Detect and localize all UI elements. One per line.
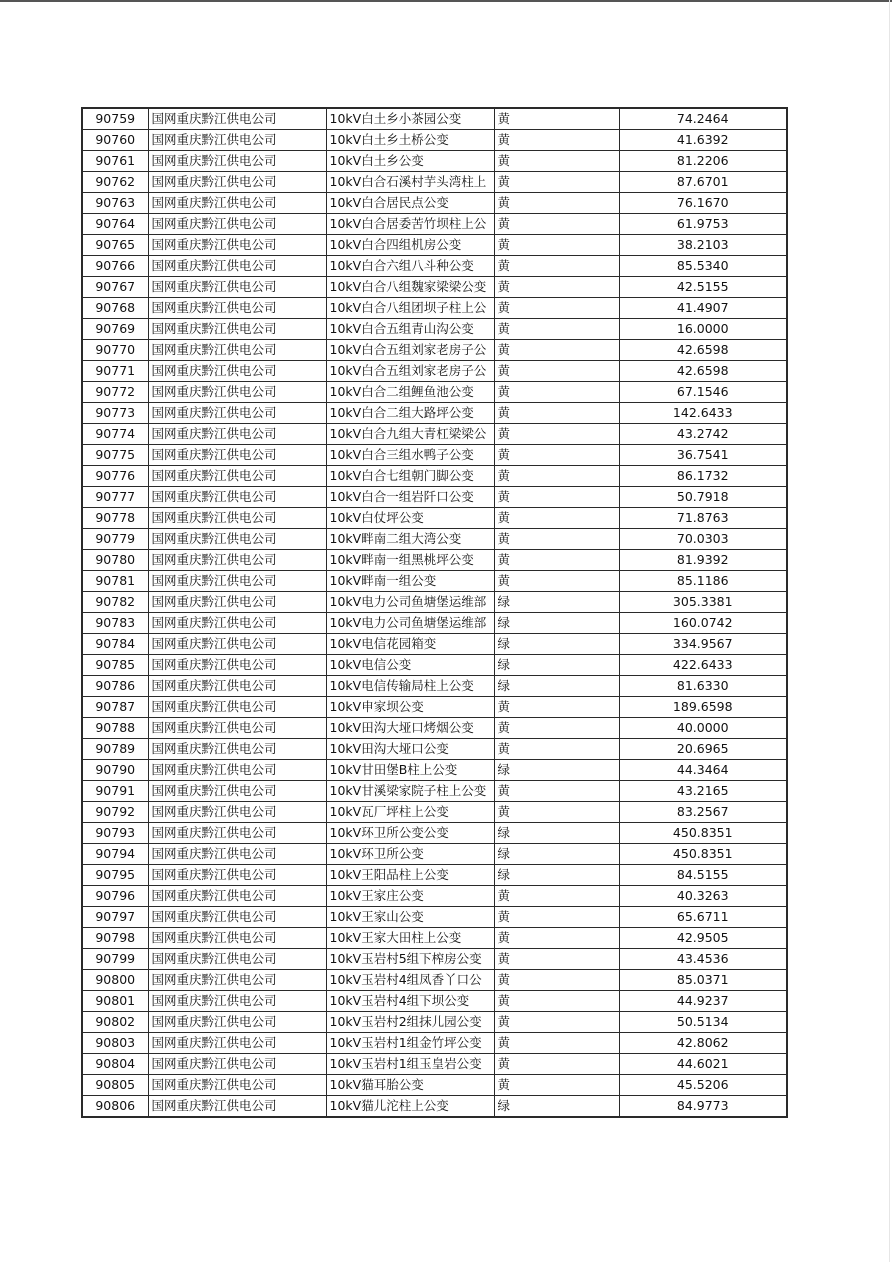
row-id-cell: 90768	[82, 298, 148, 319]
row-id-cell: 90777	[82, 487, 148, 508]
table-row	[82, 151, 787, 172]
company-cell: 国网重庆黔江供电公司	[148, 403, 326, 424]
table-row	[82, 214, 787, 235]
transformer-name-cell: 10kV畔南一组公变	[326, 571, 494, 592]
transformer-name-cell: 10kV白土乡小茶园公变	[326, 108, 494, 130]
company-cell: 国网重庆黔江供电公司	[148, 1033, 326, 1054]
level-cell: 绿	[494, 655, 619, 676]
company-cell: 国网重庆黔江供电公司	[148, 844, 326, 865]
row-id-cell: 90770	[82, 340, 148, 361]
row-id-cell: 90781	[82, 571, 148, 592]
value-cell: 42.5155	[619, 277, 787, 298]
row-id-cell: 90782	[82, 592, 148, 613]
table-row	[82, 1096, 787, 1118]
company-cell: 国网重庆黔江供电公司	[148, 256, 326, 277]
value-cell: 85.0371	[619, 970, 787, 991]
table-row	[82, 1075, 787, 1096]
company-cell: 国网重庆黔江供电公司	[148, 130, 326, 151]
company-cell: 国网重庆黔江供电公司	[148, 193, 326, 214]
company-cell: 国网重庆黔江供电公司	[148, 487, 326, 508]
company-cell: 国网重庆黔江供电公司	[148, 235, 326, 256]
level-cell: 黄	[494, 130, 619, 151]
level-cell: 绿	[494, 613, 619, 634]
transformer-name-cell: 10kV白合八组团坝子柱上公	[326, 298, 494, 319]
table-body	[82, 108, 787, 1117]
company-cell: 国网重庆黔江供电公司	[148, 424, 326, 445]
transformer-name-cell: 10kV环卫所公变	[326, 844, 494, 865]
transformer-name-cell: 10kV白合居委苦竹坝柱上公	[326, 214, 494, 235]
table-row	[82, 928, 787, 949]
value-cell: 43.2742	[619, 424, 787, 445]
transformer-name-cell: 10kV申家坝公变	[326, 697, 494, 718]
transformer-name-cell: 10kV王阳品柱上公变	[326, 865, 494, 886]
level-cell: 黄	[494, 151, 619, 172]
table-row	[82, 319, 787, 340]
transformer-name-cell: 10kV甘溪梁家院子柱上公变	[326, 781, 494, 802]
level-cell: 黄	[494, 907, 619, 928]
table-row	[82, 802, 787, 823]
value-cell: 84.5155	[619, 865, 787, 886]
level-cell: 黄	[494, 928, 619, 949]
transformer-name-cell: 10kV白合九组大青杠梁梁公	[326, 424, 494, 445]
row-id-cell: 90786	[82, 676, 148, 697]
transformer-name-cell: 10kV白土乡土桥公变	[326, 130, 494, 151]
value-cell: 189.6598	[619, 697, 787, 718]
table-row	[82, 508, 787, 529]
table-row	[82, 193, 787, 214]
company-cell: 国网重庆黔江供电公司	[148, 550, 326, 571]
row-id-cell: 90779	[82, 529, 148, 550]
value-cell: 76.1670	[619, 193, 787, 214]
table-row	[82, 571, 787, 592]
value-cell: 38.2103	[619, 235, 787, 256]
value-cell: 450.8351	[619, 844, 787, 865]
table-row	[82, 781, 787, 802]
transformer-name-cell: 10kV玉岩村4组下坝公变	[326, 991, 494, 1012]
row-id-cell: 90795	[82, 865, 148, 886]
company-cell: 国网重庆黔江供电公司	[148, 151, 326, 172]
row-id-cell: 90805	[82, 1075, 148, 1096]
row-id-cell: 90799	[82, 949, 148, 970]
transformer-name-cell: 10kV白合七组朝门脚公变	[326, 466, 494, 487]
level-cell: 黄	[494, 298, 619, 319]
row-id-cell: 90796	[82, 886, 148, 907]
value-cell: 142.6433	[619, 403, 787, 424]
transformer-name-cell: 10kV电信传输局柱上公变	[326, 676, 494, 697]
level-cell: 黄	[494, 172, 619, 193]
row-id-cell: 90769	[82, 319, 148, 340]
row-id-cell: 90783	[82, 613, 148, 634]
transformer-name-cell: 10kV猫耳胎公变	[326, 1075, 494, 1096]
table-row	[82, 886, 787, 907]
row-id-cell: 90784	[82, 634, 148, 655]
company-cell: 国网重庆黔江供电公司	[148, 298, 326, 319]
level-cell: 绿	[494, 865, 619, 886]
table-row	[82, 108, 787, 130]
company-cell: 国网重庆黔江供电公司	[148, 823, 326, 844]
level-cell: 黄	[494, 886, 619, 907]
company-cell: 国网重庆黔江供电公司	[148, 466, 326, 487]
value-cell: 86.1732	[619, 466, 787, 487]
level-cell: 黄	[494, 424, 619, 445]
company-cell: 国网重庆黔江供电公司	[148, 361, 326, 382]
value-cell: 43.4536	[619, 949, 787, 970]
value-cell: 42.9505	[619, 928, 787, 949]
transformer-name-cell: 10kV白合三组水鸭子公变	[326, 445, 494, 466]
level-cell: 绿	[494, 592, 619, 613]
row-id-cell: 90772	[82, 382, 148, 403]
company-cell: 国网重庆黔江供电公司	[148, 970, 326, 991]
transformer-name-cell: 10kV猫儿沱柱上公变	[326, 1096, 494, 1118]
transformer-name-cell: 10kV白合五组刘家老房子公	[326, 340, 494, 361]
level-cell: 黄	[494, 1054, 619, 1075]
company-cell: 国网重庆黔江供电公司	[148, 739, 326, 760]
transformer-name-cell: 10kV白合居民点公变	[326, 193, 494, 214]
level-cell: 黄	[494, 697, 619, 718]
level-cell: 黄	[494, 445, 619, 466]
level-cell: 黄	[494, 256, 619, 277]
row-id-cell: 90803	[82, 1033, 148, 1054]
transformer-name-cell: 10kV玉岩村1组金竹坪公变	[326, 1033, 494, 1054]
value-cell: 45.5206	[619, 1075, 787, 1096]
company-cell: 国网重庆黔江供电公司	[148, 1054, 326, 1075]
level-cell: 绿	[494, 844, 619, 865]
transformer-name-cell: 10kV电信公变	[326, 655, 494, 676]
table-row	[82, 592, 787, 613]
value-cell: 44.9237	[619, 991, 787, 1012]
transformer-name-cell: 10kV田沟大垭口烤烟公变	[326, 718, 494, 739]
table-row	[82, 718, 787, 739]
table-row	[82, 529, 787, 550]
level-cell: 绿	[494, 1096, 619, 1118]
transformer-name-cell: 10kV白合五组刘家老房子公	[326, 361, 494, 382]
level-cell: 黄	[494, 193, 619, 214]
company-cell: 国网重庆黔江供电公司	[148, 697, 326, 718]
value-cell: 42.8062	[619, 1033, 787, 1054]
row-id-cell: 90776	[82, 466, 148, 487]
company-cell: 国网重庆黔江供电公司	[148, 571, 326, 592]
transformer-name-cell: 10kV白土乡公变	[326, 151, 494, 172]
row-id-cell: 90801	[82, 991, 148, 1012]
level-cell: 黄	[494, 340, 619, 361]
table-row	[82, 676, 787, 697]
table-row	[82, 256, 787, 277]
value-cell: 42.6598	[619, 361, 787, 382]
transformer-name-cell: 10kV白合一组岩阡口公变	[326, 487, 494, 508]
company-cell: 国网重庆黔江供电公司	[148, 865, 326, 886]
value-cell: 81.2206	[619, 151, 787, 172]
level-cell: 黄	[494, 529, 619, 550]
transformer-name-cell: 10kV白合四组机房公变	[326, 235, 494, 256]
row-id-cell: 90788	[82, 718, 148, 739]
row-id-cell: 90787	[82, 697, 148, 718]
company-cell: 国网重庆黔江供电公司	[148, 1075, 326, 1096]
transformer-name-cell: 10kV畔南二组大湾公变	[326, 529, 494, 550]
table-row	[82, 634, 787, 655]
level-cell: 黄	[494, 382, 619, 403]
level-cell: 黄	[494, 361, 619, 382]
table-row	[82, 382, 787, 403]
transformer-name-cell: 10kV白合八组魏家梁梁公变	[326, 277, 494, 298]
level-cell: 黄	[494, 991, 619, 1012]
value-cell: 41.4907	[619, 298, 787, 319]
company-cell: 国网重庆黔江供电公司	[148, 718, 326, 739]
company-cell: 国网重庆黔江供电公司	[148, 277, 326, 298]
row-id-cell: 90792	[82, 802, 148, 823]
transformer-name-cell: 10kV电力公司鱼塘堡运维部	[326, 613, 494, 634]
row-id-cell: 90806	[82, 1096, 148, 1118]
transformer-name-cell: 10kV白合二组鲤鱼池公变	[326, 382, 494, 403]
table-row	[82, 739, 787, 760]
level-cell: 黄	[494, 1012, 619, 1033]
level-cell: 黄	[494, 550, 619, 571]
row-id-cell: 90767	[82, 277, 148, 298]
transformer-name-cell: 10kV电力公司鱼塘堡运维部	[326, 592, 494, 613]
value-cell: 450.8351	[619, 823, 787, 844]
row-id-cell: 90780	[82, 550, 148, 571]
value-cell: 74.2464	[619, 108, 787, 130]
value-cell: 83.2567	[619, 802, 787, 823]
value-cell: 67.1546	[619, 382, 787, 403]
table-row	[82, 298, 787, 319]
value-cell: 87.6701	[619, 172, 787, 193]
row-id-cell: 90790	[82, 760, 148, 781]
row-id-cell: 90791	[82, 781, 148, 802]
table-row	[82, 697, 787, 718]
company-cell: 国网重庆黔江供电公司	[148, 1012, 326, 1033]
table-row	[82, 445, 787, 466]
company-cell: 国网重庆黔江供电公司	[148, 319, 326, 340]
table-row	[82, 277, 787, 298]
company-cell: 国网重庆黔江供电公司	[148, 634, 326, 655]
transformer-name-cell: 10kV白合六组八斗种公变	[326, 256, 494, 277]
value-cell: 65.6711	[619, 907, 787, 928]
table-row	[82, 403, 787, 424]
page-top-border	[0, 0, 892, 2]
row-id-cell: 90775	[82, 445, 148, 466]
row-id-cell: 90800	[82, 970, 148, 991]
row-id-cell: 90760	[82, 130, 148, 151]
value-cell: 61.9753	[619, 214, 787, 235]
table-row	[82, 235, 787, 256]
value-cell: 305.3381	[619, 592, 787, 613]
value-cell: 16.0000	[619, 319, 787, 340]
value-cell: 42.6598	[619, 340, 787, 361]
company-cell: 国网重庆黔江供电公司	[148, 760, 326, 781]
transformer-name-cell: 10kV白合二组大路坪公变	[326, 403, 494, 424]
value-cell: 334.9567	[619, 634, 787, 655]
table-row	[82, 550, 787, 571]
company-cell: 国网重庆黔江供电公司	[148, 928, 326, 949]
table-row	[82, 907, 787, 928]
transformer-name-cell: 10kV白合石溪村芋头湾柱上	[326, 172, 494, 193]
value-cell: 81.9392	[619, 550, 787, 571]
row-id-cell: 90773	[82, 403, 148, 424]
level-cell: 绿	[494, 760, 619, 781]
value-cell: 70.0303	[619, 529, 787, 550]
data-table	[81, 107, 788, 1118]
company-cell: 国网重庆黔江供电公司	[148, 949, 326, 970]
company-cell: 国网重庆黔江供电公司	[148, 382, 326, 403]
row-id-cell: 90765	[82, 235, 148, 256]
table-row	[82, 760, 787, 781]
level-cell: 黄	[494, 277, 619, 298]
table-row	[82, 844, 787, 865]
table-row	[82, 487, 787, 508]
company-cell: 国网重庆黔江供电公司	[148, 907, 326, 928]
table-row	[82, 466, 787, 487]
table-row	[82, 613, 787, 634]
row-id-cell: 90778	[82, 508, 148, 529]
transformer-name-cell: 10kV王家山公变	[326, 907, 494, 928]
value-cell: 160.0742	[619, 613, 787, 634]
level-cell: 黄	[494, 466, 619, 487]
row-id-cell: 90794	[82, 844, 148, 865]
value-cell: 84.9773	[619, 1096, 787, 1118]
value-cell: 44.3464	[619, 760, 787, 781]
table-row	[82, 823, 787, 844]
level-cell: 绿	[494, 634, 619, 655]
transformer-name-cell: 10kV王家庄公变	[326, 886, 494, 907]
level-cell: 黄	[494, 718, 619, 739]
company-cell: 国网重庆黔江供电公司	[148, 886, 326, 907]
table-row	[82, 970, 787, 991]
table-row	[82, 949, 787, 970]
value-cell: 81.6330	[619, 676, 787, 697]
level-cell: 黄	[494, 1033, 619, 1054]
value-cell: 40.3263	[619, 886, 787, 907]
transformer-name-cell: 10kV畔南一组黑桃坪公变	[326, 550, 494, 571]
transformer-name-cell: 10kV环卫所公变公变	[326, 823, 494, 844]
level-cell: 绿	[494, 823, 619, 844]
row-id-cell: 90759	[82, 108, 148, 130]
table-row	[82, 1033, 787, 1054]
page-right-border	[889, 0, 890, 1262]
level-cell: 黄	[494, 781, 619, 802]
company-cell: 国网重庆黔江供电公司	[148, 1096, 326, 1118]
row-id-cell: 90797	[82, 907, 148, 928]
company-cell: 国网重庆黔江供电公司	[148, 340, 326, 361]
value-cell: 44.6021	[619, 1054, 787, 1075]
value-cell: 41.6392	[619, 130, 787, 151]
transformer-name-cell: 10kV玉岩村5组下榨房公变	[326, 949, 494, 970]
value-cell: 71.8763	[619, 508, 787, 529]
company-cell: 国网重庆黔江供电公司	[148, 214, 326, 235]
table-row	[82, 991, 787, 1012]
level-cell: 黄	[494, 508, 619, 529]
company-cell: 国网重庆黔江供电公司	[148, 445, 326, 466]
table-row	[82, 865, 787, 886]
table-row	[82, 1054, 787, 1075]
row-id-cell: 90785	[82, 655, 148, 676]
value-cell: 36.7541	[619, 445, 787, 466]
company-cell: 国网重庆黔江供电公司	[148, 655, 326, 676]
company-cell: 国网重庆黔江供电公司	[148, 613, 326, 634]
transformer-name-cell: 10kV甘田堡B柱上公变	[326, 760, 494, 781]
level-cell: 黄	[494, 949, 619, 970]
level-cell: 绿	[494, 676, 619, 697]
transformer-name-cell: 10kV玉岩村2组抹儿园公变	[326, 1012, 494, 1033]
transformer-name-cell: 10kV玉岩村4组凤香丫口公	[326, 970, 494, 991]
table-row	[82, 655, 787, 676]
row-id-cell: 90771	[82, 361, 148, 382]
row-id-cell: 90798	[82, 928, 148, 949]
row-id-cell: 90764	[82, 214, 148, 235]
row-id-cell: 90789	[82, 739, 148, 760]
transformer-name-cell: 10kV玉岩村1组玉皇岩公变	[326, 1054, 494, 1075]
company-cell: 国网重庆黔江供电公司	[148, 676, 326, 697]
level-cell: 黄	[494, 802, 619, 823]
level-cell: 黄	[494, 403, 619, 424]
value-cell: 50.5134	[619, 1012, 787, 1033]
level-cell: 黄	[494, 214, 619, 235]
transformer-name-cell: 10kV电信花园箱变	[326, 634, 494, 655]
row-id-cell: 90802	[82, 1012, 148, 1033]
company-cell: 国网重庆黔江供电公司	[148, 172, 326, 193]
value-cell: 422.6433	[619, 655, 787, 676]
company-cell: 国网重庆黔江供电公司	[148, 802, 326, 823]
row-id-cell: 90804	[82, 1054, 148, 1075]
level-cell: 黄	[494, 487, 619, 508]
row-id-cell: 90761	[82, 151, 148, 172]
value-cell: 50.7918	[619, 487, 787, 508]
level-cell: 黄	[494, 319, 619, 340]
table-row	[82, 340, 787, 361]
level-cell: 黄	[494, 108, 619, 130]
row-id-cell: 90766	[82, 256, 148, 277]
value-cell: 40.0000	[619, 718, 787, 739]
table-row	[82, 361, 787, 382]
transformer-name-cell: 10kV田沟大垭口公变	[326, 739, 494, 760]
company-cell: 国网重庆黔江供电公司	[148, 529, 326, 550]
level-cell: 黄	[494, 1075, 619, 1096]
value-cell: 85.1186	[619, 571, 787, 592]
row-id-cell: 90793	[82, 823, 148, 844]
company-cell: 国网重庆黔江供电公司	[148, 592, 326, 613]
value-cell: 85.5340	[619, 256, 787, 277]
level-cell: 黄	[494, 235, 619, 256]
table-row	[82, 1012, 787, 1033]
company-cell: 国网重庆黔江供电公司	[148, 108, 326, 130]
company-cell: 国网重庆黔江供电公司	[148, 508, 326, 529]
table-row	[82, 130, 787, 151]
level-cell: 黄	[494, 970, 619, 991]
transformer-name-cell: 10kV王家大田柱上公变	[326, 928, 494, 949]
transformer-name-cell: 10kV白合五组青山沟公变	[326, 319, 494, 340]
level-cell: 黄	[494, 571, 619, 592]
row-id-cell: 90763	[82, 193, 148, 214]
company-cell: 国网重庆黔江供电公司	[148, 781, 326, 802]
company-cell: 国网重庆黔江供电公司	[148, 991, 326, 1012]
value-cell: 20.6965	[619, 739, 787, 760]
level-cell: 黄	[494, 739, 619, 760]
table-row	[82, 172, 787, 193]
transformer-name-cell: 10kV瓦厂坪柱上公变	[326, 802, 494, 823]
table-row	[82, 424, 787, 445]
row-id-cell: 90762	[82, 172, 148, 193]
value-cell: 43.2165	[619, 781, 787, 802]
transformer-name-cell: 10kV白仗坪公变	[326, 508, 494, 529]
row-id-cell: 90774	[82, 424, 148, 445]
